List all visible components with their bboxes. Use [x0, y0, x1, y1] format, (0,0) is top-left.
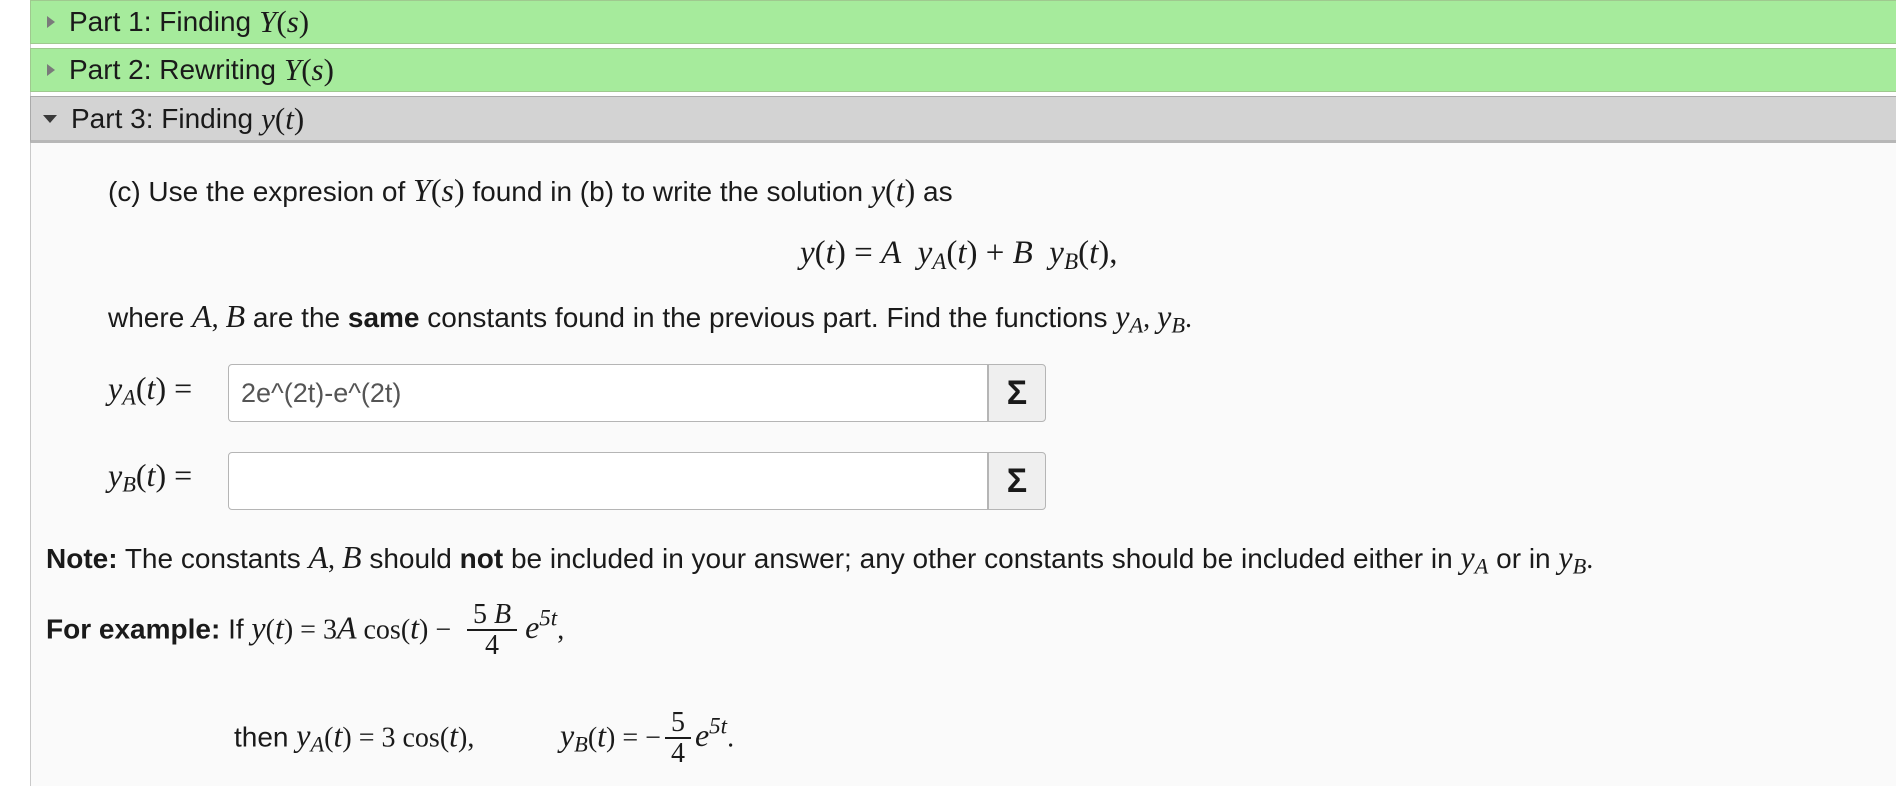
example-if: For example: If y(t) = 3A cos(t) − $\frac{5 B}{4}$ $e^{5t}$,	[46, 599, 565, 662]
yb-label: $y_B(t)$ =	[108, 457, 193, 497]
section-title-part-1: Part 1: Finding	[69, 6, 252, 37]
section-math-part-2: Y(s)	[283, 52, 334, 87]
collapsed-triangle-icon	[47, 64, 55, 76]
example-then: then $y_A(t) = 3$ cos(t), $y_B(t)$ = − $\frac{5}{4}$ $e^{5t}$.	[234, 707, 735, 770]
section-math-part-1: Y(s)	[259, 4, 310, 39]
section-math-part-3: y(t)	[261, 100, 305, 136]
ya-label: $y_A(t)$ =	[108, 370, 193, 410]
ya-answer-input[interactable]	[228, 364, 988, 422]
section-header-part-1[interactable]	[30, 0, 1896, 44]
note-text: Note: The constants A, B should not be included in your answer; any other constants should be included either in $y_A$ or in $y_B$.	[46, 539, 1594, 579]
expanded-triangle-icon	[43, 115, 57, 123]
section-header-part-2[interactable]	[30, 48, 1896, 92]
collapsed-triangle-icon	[47, 16, 55, 28]
section-title-part-3: Part 3: Finding	[71, 102, 254, 134]
question-where: where A, B are the same constants found in the previous part. Find the functions $y_A$, $y_B$.	[108, 298, 1193, 338]
yb-equation-editor-button[interactable]: Σ	[988, 452, 1046, 510]
section-header-part-3[interactable]	[30, 96, 1896, 143]
section-title-part-2: Part 2: Rewriting	[69, 54, 276, 85]
yb-answer-input[interactable]	[228, 452, 988, 510]
solution-form-equation: y(t) = A $y_A(t) + B$ $y_B(t)$,	[800, 235, 1118, 274]
ya-equation-editor-button[interactable]: Σ	[988, 364, 1046, 422]
question-intro: (c) Use the expresion of Y(s) found in (b) to write the solution y(t) as	[108, 172, 953, 208]
